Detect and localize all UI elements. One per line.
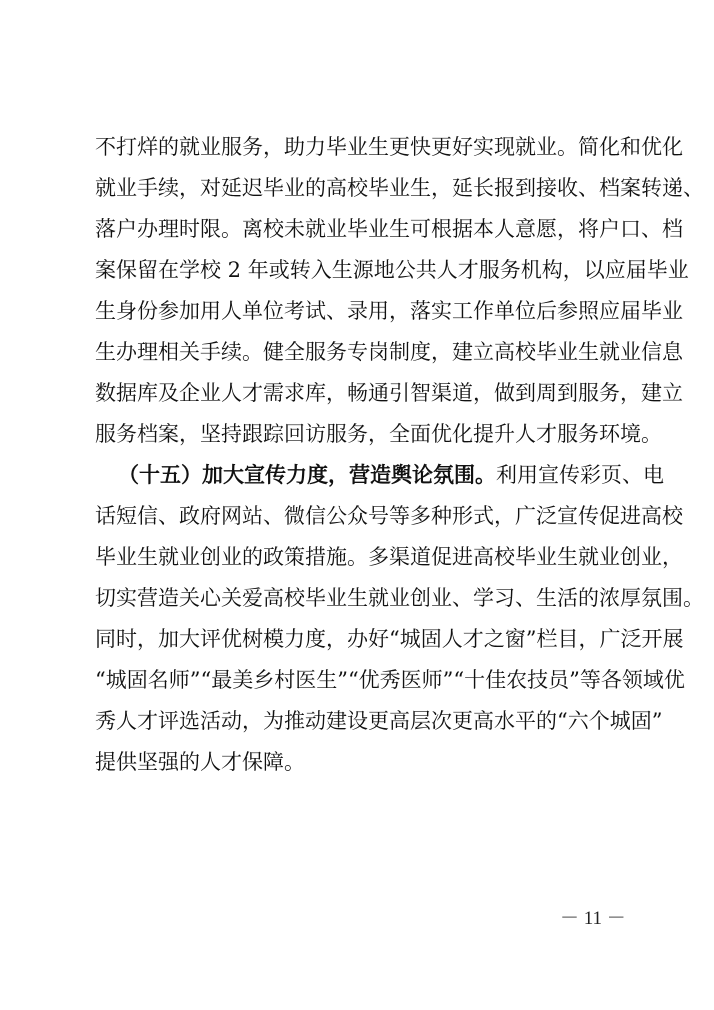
section-heading: （十五）加大宣传力度，营造舆论氛围。 xyxy=(118,462,496,487)
page-number: － 11 － xyxy=(560,908,626,929)
paragraph-line: 毕业生就业创业的政策措施。多渠道促进高校毕业生就业创业， xyxy=(95,545,683,569)
paragraph-line: 同时，加大评优树模力度，办好“城固人才之窗”栏目，广泛开展 xyxy=(95,627,684,651)
paragraph-line: 生身份参加用人单位考试、录用，落实工作单位后参照应届毕业 xyxy=(95,299,683,323)
section-heading-line xyxy=(118,455,664,495)
paragraph-line: 秀人才评选活动，为推动建设更高层次更高水平的“六个城固” xyxy=(95,709,663,733)
paragraph-line: 切实营造关心关爱高校毕业生就业创业、学习、生活的浓厚氛围。 xyxy=(95,586,704,610)
paragraph-line: 生办理相关手续。健全服务专岗制度，建立高校毕业生就业信息 xyxy=(95,340,683,364)
paragraph-line: 不打烊的就业服务，助力毕业生更快更好实现就业。简化和优化 xyxy=(95,135,683,159)
paragraph-line: 案保留在学校 2 年或转入生源地公共人才服务机构，以应届毕业 xyxy=(95,258,689,282)
paragraph-line: 话短信、政府网站、微信公众号等多种形式，广泛宣传促进高校 xyxy=(95,504,683,528)
paragraph-line: 就业手续，对延迟毕业的高校毕业生，延长报到接收、档案转递、 xyxy=(95,176,704,200)
paragraph-line: 服务档案，坚持跟踪回访服务，全面优化提升人才服务环境。 xyxy=(95,422,662,446)
paragraph-line: 数据库及企业人才需求库，畅通引智渠道，做到周到服务，建立 xyxy=(95,381,683,405)
paragraph-line: 提供坚强的人才保障。 xyxy=(95,750,305,774)
paragraph-text: 利用宣传彩页、电 xyxy=(496,463,664,487)
paragraph-line: “城固名师”“最美乡村医生”“优秀医师”“十佳农技员”等各领域优 xyxy=(95,668,685,692)
paragraph-line: 落户办理时限。离校未就业毕业生可根据本人意愿，将户口、档 xyxy=(95,217,683,241)
